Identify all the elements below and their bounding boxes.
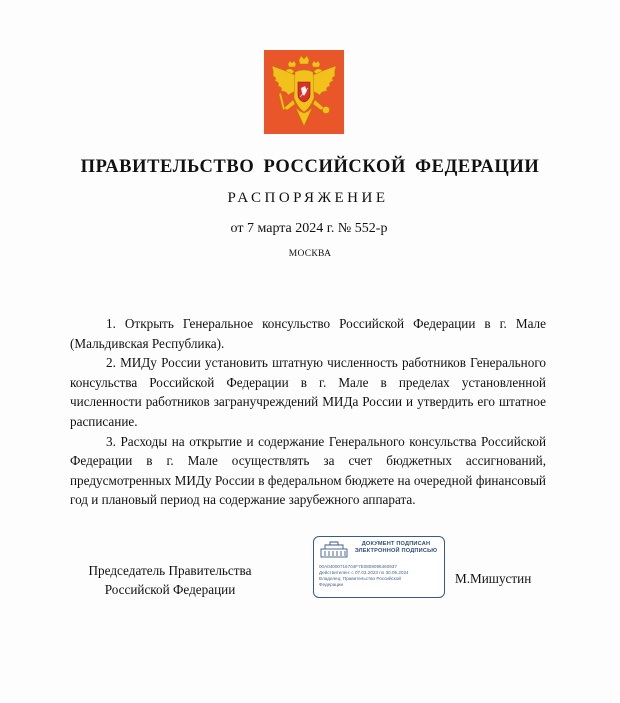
- signatory-position-line1: Председатель Правительства: [88, 563, 252, 578]
- stamp-certificate: 00A04000716704F7E0808096460937: [319, 564, 397, 569]
- stamp-title-line2: ЭЛЕКТРОННОЙ ПОДПИСЬЮ: [354, 548, 438, 554]
- document-date-number: от 7 марта 2024 г. № 552-р: [230, 221, 388, 236]
- stamp-details: [319, 564, 443, 588]
- document-body: [70, 314, 546, 510]
- stamp-emblem-icon: [319, 541, 349, 559]
- document-city: МОСКВА: [288, 249, 332, 259]
- electronic-signature-stamp: [313, 536, 445, 598]
- coat-of-arms-icon: [264, 50, 344, 134]
- stamp-owner-line1: Владелец: Правительство Российской: [319, 576, 401, 581]
- signatory-position: [60, 561, 280, 599]
- stamp-title: [350, 541, 442, 555]
- paragraph-2: 2. МИДу России установить штатную численность работников Генерального консульства Российской Федерации в г. Мале в пределах установленной численности работников загранучреждений МИДа России и утвердить его штатное расписание.: [70, 355, 546, 429]
- signatory-position-line2: Российской Федерации: [104, 582, 236, 597]
- stamp-validity: Действителен: с 07.03.2023 по 30.05.2024: [319, 570, 409, 575]
- stamp-title-line1: ДОКУМЕНТ ПОДПИСАН: [361, 541, 431, 547]
- government-title: ПРАВИТЕЛЬСТВО РОССИЙСКОЙ ФЕДЕРАЦИИ: [80, 157, 540, 177]
- paragraph-3: 3. Расходы на открытие и содержание Генерального консульства Российской Федерации в г. Мале осуществлять за счет бюджетных ассигнований, предусмотренных МИДу России в федеральном бюджете на очередной финансовый год и плановый период на содержание зарубежного аппарата.: [70, 433, 546, 508]
- document-type: РАСПОРЯЖЕНИЕ: [227, 190, 389, 206]
- stamp-owner-line2: Федерации: [319, 582, 344, 587]
- signatory-name: М.Мишустин: [455, 571, 532, 586]
- paragraph-1: 1. Открыть Генеральное консульство Российской Федерации в г. Мале (Мальдивская Республика).: [70, 316, 546, 351]
